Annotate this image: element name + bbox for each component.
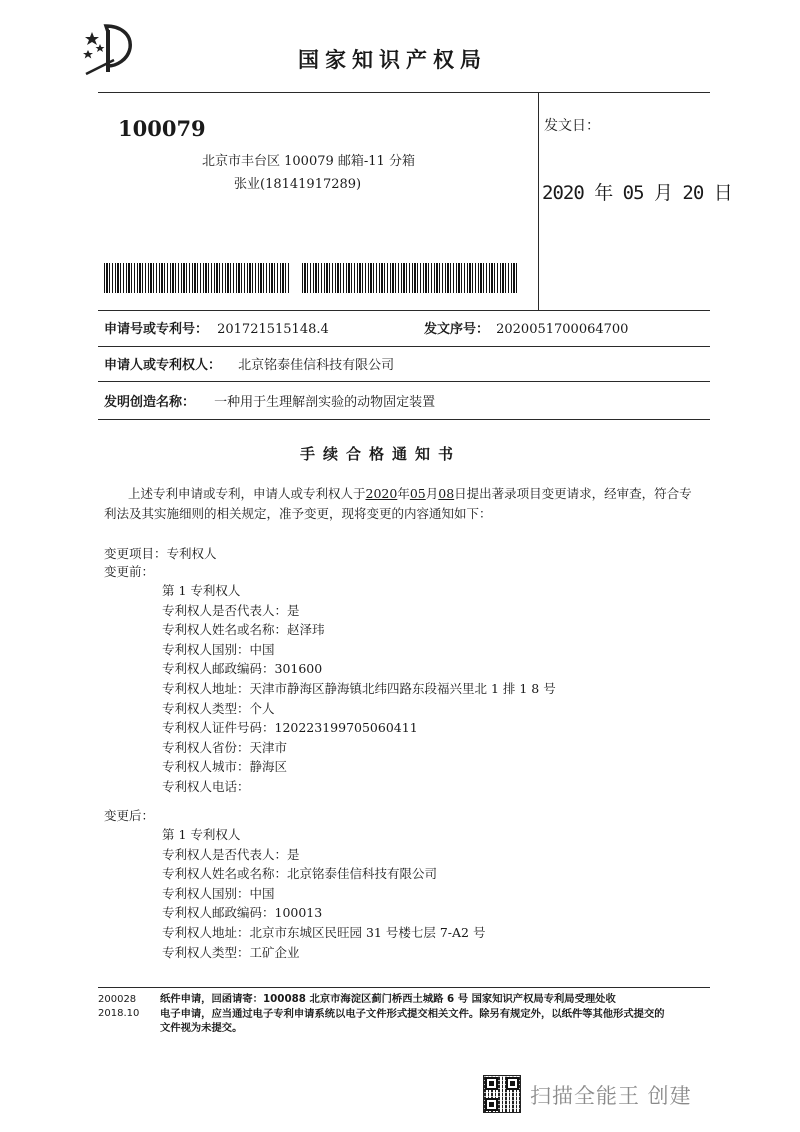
before-line: 第 1 专利权人 — [162, 583, 241, 598]
before-line: 专利权人证件号码：120223199705060411 — [162, 720, 418, 736]
before-line: 专利权人城市：静海区 — [162, 759, 288, 775]
invention-value: 一种用于生理解剖实验的动物固定装置 — [214, 395, 436, 410]
applicant-value: 北京铭泰佳信科技有限公司 — [238, 358, 395, 373]
application-number-label: 申请号或专利号： — [104, 322, 209, 337]
after-line: 专利权人国别：中国 — [162, 885, 275, 901]
postal-code: 100079 — [118, 116, 206, 141]
before-line: 专利权人地址：天津市静海区静海镇北纬四路东段福兴里北 1 排 1 8 号 — [162, 681, 556, 696]
applicant-row — [104, 354, 394, 373]
footer-line-2: 电子申请，应当通过电子专利申请系统以电子文件形式提交相关文件。除另有规定外，以纸件等其他形式提交的 — [160, 1007, 665, 1020]
cnipa-logo — [80, 22, 136, 78]
before-line: 专利权人姓名或名称：赵泽玮 — [162, 622, 325, 638]
after-label: 变更后： — [104, 808, 155, 823]
notice-title: 手续合格通知书 — [300, 445, 462, 463]
before-list — [162, 581, 722, 794]
notice-paragraph-line2: 利法及其实施细则的相关规定，准予变更，现将变更的内容通知如下： — [104, 506, 492, 521]
after-line: 专利权人姓名或名称：北京铭泰佳信科技有限公司 — [162, 866, 438, 882]
form-code: 200028 — [98, 994, 137, 1005]
before-line: 专利权人邮政编码：301600 — [162, 661, 323, 677]
request-year: 2020 — [365, 486, 398, 501]
invention-label: 发明创造名称： — [104, 395, 196, 410]
header-divider — [538, 92, 539, 310]
document-serial-label: 发文序号： — [424, 322, 490, 337]
application-number-value: 201721515148.4 — [217, 322, 329, 337]
request-month: 05 — [409, 486, 426, 501]
footer-line-3: 文件视为未提交。 — [160, 1022, 243, 1034]
form-date: 2018.10 — [98, 1008, 140, 1019]
recipient-name: 张业(18141917289) — [234, 177, 362, 192]
rule-2 — [98, 346, 710, 347]
after-line: 专利权人邮政编码：100013 — [162, 905, 323, 921]
after-line: 专利权人是否代表人：是 — [162, 846, 300, 862]
before-label: 变更前： — [104, 564, 155, 579]
after-list — [162, 825, 722, 965]
applicant-label: 申请人或专利权人： — [104, 358, 222, 373]
after-line: 专利权人类型：工矿企业 — [162, 944, 300, 960]
footer-note — [160, 992, 710, 1036]
dispatch-date: 2020 年 05 月 20 日 — [542, 182, 732, 204]
month-unit: 月 — [425, 486, 439, 501]
change-item: 变更项目：专利权人 — [104, 546, 217, 561]
document-serial-row — [424, 318, 628, 337]
rule-4 — [98, 419, 710, 420]
notice-text-1: 上述专利申请或专利，申请人或专利权人于 — [128, 486, 366, 501]
footer-rule — [98, 987, 710, 988]
after-line: 第 1 专利权人 — [162, 827, 241, 842]
invention-row — [104, 391, 435, 410]
before-line: 专利权人国别：中国 — [162, 641, 275, 657]
barcode-left — [104, 263, 291, 293]
year-unit: 年 — [397, 486, 410, 501]
before-line: 专利权人省份：天津市 — [162, 739, 288, 755]
qr-code-icon — [483, 1075, 521, 1113]
notice-paragraph — [128, 484, 692, 502]
document-serial-value: 2020051700064700 — [496, 322, 629, 337]
mailing-address: 北京市丰台区 100079 邮箱-11 分箱 — [202, 154, 415, 169]
request-day: 08 — [438, 486, 455, 501]
before-line: 专利权人类型：个人 — [162, 700, 275, 716]
footer-line-1: 纸件申请，回函请寄：100088 北京市海淀区蓟门桥西土城路 6 号 国家知识产权局专利局受理处收 — [160, 993, 616, 1005]
after-line: 专利权人地址：北京市东城区民旺园 31 号楼七层 7-A2 号 — [162, 925, 486, 940]
header-rule-top — [98, 92, 710, 93]
rule-1 — [98, 310, 710, 311]
before-line: 专利权人是否代表人：是 — [162, 602, 300, 618]
rule-3 — [98, 381, 710, 382]
barcode-right — [302, 263, 517, 293]
dispatch-date-label: 发文日： — [544, 118, 600, 134]
scanner-watermark: 扫描全能王 创建 — [530, 1084, 692, 1108]
notice-text-2: 日提出著录项目变更请求，经审查，符合专 — [454, 486, 692, 501]
before-line: 专利权人电话： — [162, 779, 250, 794]
office-name: 国家知识产权局 — [298, 48, 487, 72]
